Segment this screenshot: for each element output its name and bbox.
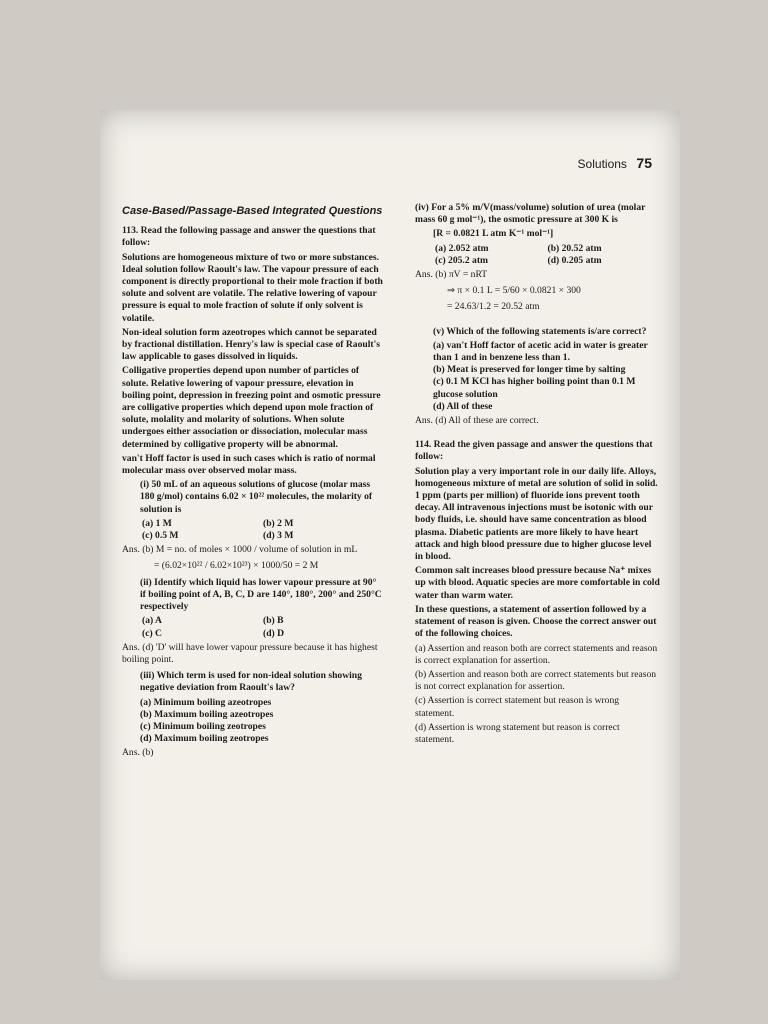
option: (a) van't Hoff factor of acetic acid in water is greater than 1 and in benzene less than 1. [433, 339, 648, 364]
option: (b) Meat is preserved for longer time by salting [433, 364, 626, 376]
choice: (a) Assertion and reason both are correct statements and reason is correct explanation for assertion. [415, 642, 658, 666]
option: (b) 2 M [263, 517, 294, 529]
passage-para: Solution play a very important role in our daily life. Alloys, homogeneous mixture of metal are solution of solid in solid. 1 ppm (parts per million) of fluoride ions prevent tooth decay. All intravenous injections must be isotonic with our body fluids, i.e. should have same concentration as blood plasma. Diabetic patients are more likely to have heart attack and high blood pressure due to higher glucose level in blood. [415, 465, 658, 563]
question-ii-options [122, 615, 384, 639]
page-number: 75 [636, 155, 652, 171]
option: (d) Maximum boiling zeotropes [140, 733, 269, 745]
answer-i-line1: Ans. (b) M = no. of moles × 1000 / volume of solution in mL [122, 544, 358, 556]
chapter-title: Solutions [577, 157, 627, 171]
question-iv-options [415, 243, 660, 267]
left-column [122, 205, 384, 764]
passage-para: Non-ideal solution form azeotropes which cannot be separated by fractional distillation. Henry's law is special case of Raoult's law applicable to gases dissolved in liquids. [122, 326, 380, 363]
option: (d) All of these [433, 400, 493, 412]
passage-para: Colligative properties depend upon number of particles of solute. Relative lowering of vapour pressure, elevation in boiling point, depression in freezing point and osmotic pressure are colligative properties which depend upon mole fraction of solute, molality and molarity of solutions. When solute undergoes either association or dissociation, molecular mass determined by colligative property will be abnormal. [122, 365, 381, 450]
question-ii: (ii) Identify which liquid has lower vapour pressure at 90° if boiling point of A, B, C, D are 140°, 180°, 200° and 250°C respectively [140, 576, 382, 613]
passage-para: van't Hoff factor is used in such cases which is ratio of normal molecular mass over observed molar mass. [122, 452, 376, 477]
option: (c) Minimum boiling zeotropes [140, 720, 266, 732]
answer-v: Ans. (d) All of these are correct. [415, 415, 539, 427]
option: (c) 0.5 M [142, 530, 179, 542]
option: (c) C [142, 627, 162, 639]
choice: (d) Assertion is wrong statement but reason is correct statement. [415, 721, 620, 745]
q113-intro-text: Read the following passage and answer the questions that follow: [122, 225, 376, 249]
option: (a) 1 M [142, 517, 172, 529]
q113-number: 113. [122, 225, 139, 237]
option: (a) Minimum boiling azeotropes [140, 696, 272, 708]
textbook-page [100, 110, 680, 980]
right-column [415, 202, 660, 748]
answer-i-line2: = (6.02×10²² / 6.02×10²³) × 1000/50 = 2 M [154, 560, 319, 572]
question-iv: (iv) For a 5% m/V(mass/volume) solution of urea (molar mass 60 g mol⁻¹), the osmotic pressure at 300 K is [415, 202, 646, 226]
section-title: Case-Based/Passage-Based Integrated Questions [122, 205, 383, 217]
option: (c) 0.1 M KCl has higher boiling point than 0.1 M glucose solution [433, 376, 636, 400]
option: (b) B [263, 615, 284, 627]
option: (d) 3 M [263, 530, 294, 542]
choice: (b) Assertion and reason both are correct statements but reason is not correct explanation for assertion. [415, 668, 657, 693]
q114-intro [415, 439, 660, 463]
passage-para: Solutions are homogeneous mixture of two or more substances. Ideal solution follow Raoult's law. The vapour pressure of each component is directly proportional to their mole fraction if both solute and solvent are volatile. The relative lowering of vapour pressure is equal to mole fraction of solute if only solvent is volatile. [122, 251, 383, 324]
question-iv-constant: [R = 0.0821 L atm K⁻¹ mol⁻¹] [433, 228, 554, 240]
option: (b) Maximum boiling azeotropes [140, 708, 274, 720]
q113-intro [122, 225, 384, 249]
option: (d) D [263, 627, 285, 639]
question-iii-options [122, 697, 384, 746]
passage-para: In these questions, a statement of assertion followed by a statement of reason is given. Choose the correct answer out of the following choices. [415, 603, 657, 640]
option: (b) 20.52 atm [547, 242, 602, 254]
answer-iv-line1: Ans. (b) πV = nRT [415, 269, 488, 281]
question-i-options [122, 518, 384, 542]
question-v: (v) Which of the following statements is/are correct? [433, 325, 647, 337]
option: (a) A [142, 615, 162, 627]
q114-intro-text: Read the given passage and answer the questions that follow: [415, 439, 653, 463]
option: (c) 205.2 atm [435, 254, 489, 266]
answer-ii: Ans. (d) 'D' will have lower vapour pressure because it has highest boiling point. [122, 641, 378, 665]
page-header [578, 155, 652, 173]
option: (a) 2.052 atm [435, 242, 489, 254]
question-v-options [415, 340, 660, 413]
question-iii: (iii) Which term is used for non-ideal solution showing negative deviation from Raoult's law? [140, 670, 362, 694]
passage-para: Common salt increases blood pressure because Na⁺ mixes up with blood. Aquatic species are more comfortable in cold water than warm water. [415, 565, 660, 601]
assertion-choices [415, 643, 660, 747]
answer-iii: Ans. (b) [122, 747, 154, 759]
answer-iv-line3: = 24.63/1.2 = 20.52 atm [447, 301, 540, 313]
q114-number: 114. [415, 439, 432, 451]
option: (d) 0.205 atm [547, 254, 602, 266]
answer-iv-line2: ⇒ π × 0.1 L = 5/60 × 0.0821 × 300 [447, 285, 581, 297]
question-i: (i) 50 mL of an aqueous solutions of glucose (molar mass 180 g/mol) contains 6.02 × 10²² molecules, the molarity of solution is [140, 479, 373, 515]
choice: (c) Assertion is correct statement but reason is wrong statement. [415, 695, 620, 719]
